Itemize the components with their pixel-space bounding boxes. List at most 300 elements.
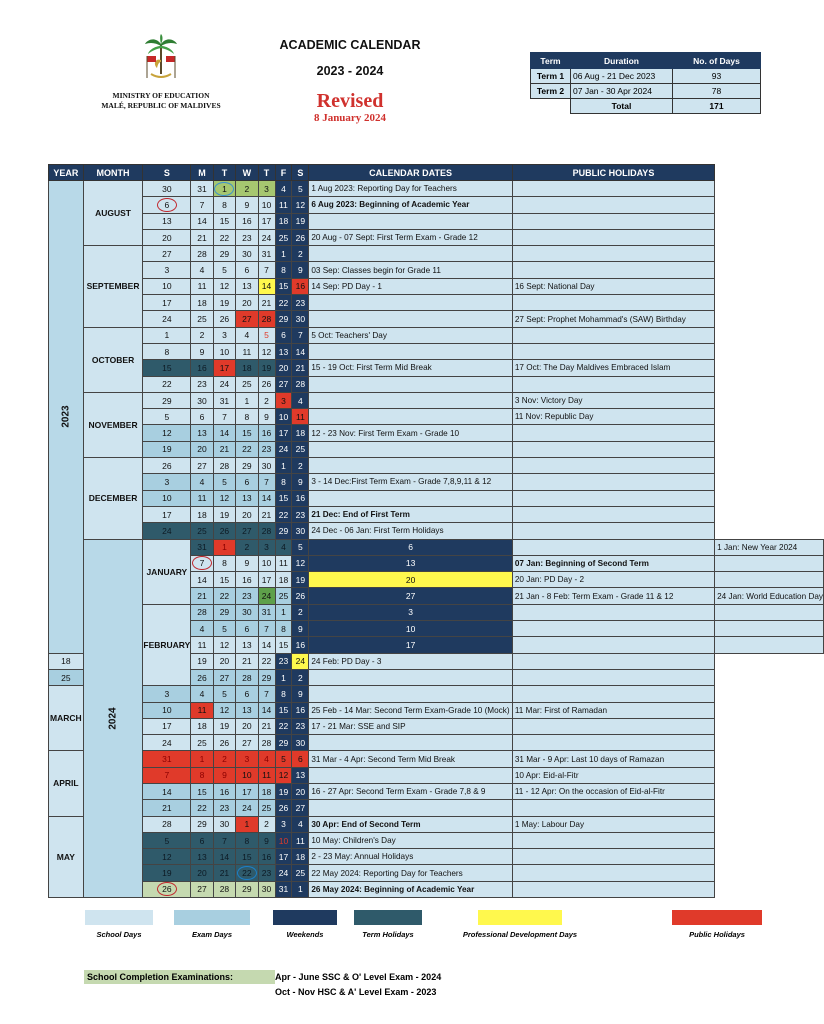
calendar-date-note: 21 Jan - 8 Feb: Term Exam - Grade 11 & 12 xyxy=(512,588,714,604)
legend-school-days xyxy=(84,910,154,940)
day-number: 22 xyxy=(237,866,257,880)
day-cell: 22 xyxy=(236,441,258,457)
legend-label: Public Holidays xyxy=(689,930,745,939)
day-cell: 13 xyxy=(191,425,213,441)
day-cell: 11 xyxy=(236,343,258,359)
terms-table xyxy=(530,52,761,114)
day-cell: 5 xyxy=(292,539,309,555)
day-cell: 21 xyxy=(213,441,235,457)
public-holiday-note xyxy=(512,735,714,751)
day-cell: 22 xyxy=(143,376,191,392)
day-cell: 29 xyxy=(236,881,258,897)
public-holiday-note xyxy=(512,881,714,897)
calendar-week-row xyxy=(49,865,824,881)
legend-swatch xyxy=(174,910,250,925)
day-cell: 19 xyxy=(143,865,191,881)
public-holiday-note xyxy=(512,425,714,441)
calendar-week-row xyxy=(49,262,824,278)
header-thu: T xyxy=(258,165,275,181)
day-cell: 4 xyxy=(236,327,258,343)
calendar-week-row xyxy=(49,751,824,767)
day-cell: 9 xyxy=(258,832,275,848)
day-cell: 1 xyxy=(292,881,309,897)
day-cell: 4 xyxy=(258,751,275,767)
day-cell: 14 xyxy=(213,849,235,865)
calendar-date-note xyxy=(309,246,513,262)
day-cell: 26 xyxy=(258,376,275,392)
day-cell: 17 xyxy=(275,849,292,865)
calendar-date-note: 3 - 14 Dec:First Term Exam - Grade 7,8,9,11 & 12 xyxy=(309,474,513,490)
day-cell: 2 xyxy=(236,181,258,197)
day-cell: 17 xyxy=(143,295,191,311)
day-cell: 11 xyxy=(292,832,309,848)
public-holiday-note xyxy=(512,327,714,343)
day-cell: 4 xyxy=(191,262,213,278)
calendar-date-note: 1 Aug 2023: Reporting Day for Teachers xyxy=(309,181,513,197)
day-cell: 22 xyxy=(213,588,235,604)
day-cell: 6 xyxy=(191,832,213,848)
day-cell: 16 xyxy=(191,360,213,376)
month-cell: MARCH xyxy=(49,686,84,751)
day-cell: 6 xyxy=(292,751,309,767)
revised-stamp xyxy=(270,90,430,124)
calendar-title: ACADEMIC CALENDAR xyxy=(279,38,421,52)
day-cell: 8 xyxy=(191,767,213,783)
calendar-week-row xyxy=(49,441,824,457)
calendar-date-note: 07 Jan: Beginning of Second Term xyxy=(512,555,714,571)
exam-schedule xyxy=(275,970,441,1000)
day-cell: 9 xyxy=(236,555,258,571)
public-holiday-note xyxy=(512,490,714,506)
day-cell: 20 xyxy=(191,865,213,881)
day-cell: 18 xyxy=(191,506,213,522)
day-cell: 4 xyxy=(275,539,292,555)
day-cell: 2 xyxy=(213,751,235,767)
day-cell: 29 xyxy=(275,311,292,327)
day-cell: 14 xyxy=(191,213,213,229)
calendar-years: 2023 - 2024 xyxy=(316,64,384,78)
day-cell: 28 xyxy=(191,604,213,620)
day-cell: 5 xyxy=(213,262,235,278)
day-cell: 14 xyxy=(258,637,275,653)
day-cell: 6 xyxy=(191,409,213,425)
day-cell: 14 xyxy=(213,425,235,441)
day-cell: 28 xyxy=(258,735,275,751)
calendar-week-row xyxy=(49,181,824,197)
day-cell: 13 xyxy=(236,637,258,653)
day-cell: 18 xyxy=(49,653,84,669)
ministry-location: MALÉ, REPUBLIC OF MALDIVES xyxy=(101,101,221,110)
day-cell: 25 xyxy=(191,311,213,327)
header-mon: M xyxy=(191,165,213,181)
day-cell: 17 xyxy=(143,506,191,522)
header-year: YEAR xyxy=(49,165,84,181)
calendar-week-row xyxy=(49,213,824,229)
calendar-date-note xyxy=(309,441,513,457)
day-cell: 24 xyxy=(258,588,275,604)
day-cell: 22 xyxy=(213,229,235,245)
day-cell: 16 xyxy=(292,702,309,718)
day-cell: 24 xyxy=(275,865,292,881)
day-cell: 10 xyxy=(213,343,235,359)
day-cell: 10 xyxy=(258,197,275,213)
day-cell: 21 xyxy=(213,865,235,881)
day-cell: 11 xyxy=(275,197,292,213)
day-cell: 1 xyxy=(236,816,258,832)
day-number: 26 xyxy=(157,882,177,896)
year-label: 2023 xyxy=(60,405,72,428)
public-holiday-note: 3 Nov: Victory Day xyxy=(512,392,714,408)
day-cell: 31 xyxy=(213,392,235,408)
legend xyxy=(0,910,824,940)
day-cell: 29 xyxy=(143,392,191,408)
day-cell: 27 xyxy=(236,735,258,751)
day-cell: 9 xyxy=(292,621,309,637)
calendar-date-note xyxy=(512,604,714,620)
day-cell: 31 xyxy=(143,751,191,767)
calendar-week-row xyxy=(49,767,824,783)
day-cell: 8 xyxy=(236,832,258,848)
day-cell: 24 xyxy=(275,441,292,457)
term-duration: 06 Aug - 21 Dec 2023 xyxy=(571,69,673,84)
calendar-date-note xyxy=(309,295,513,311)
public-holiday-note xyxy=(715,637,824,653)
public-holiday-note: 10 Apr: Eid-al-Fitr xyxy=(512,767,714,783)
day-cell: 19 xyxy=(213,718,235,734)
day-cell: 4 xyxy=(292,392,309,408)
day-cell: 13 xyxy=(275,343,292,359)
calendar-week-row xyxy=(49,881,824,897)
calendar-date-note: 03 Sep: Classes begin for Grade 11 xyxy=(309,262,513,278)
day-cell: 22 xyxy=(275,718,292,734)
term-name: Term 1 xyxy=(531,69,571,84)
day-cell: 26 xyxy=(292,588,309,604)
day-cell: 5 xyxy=(143,409,191,425)
day-cell: 3 xyxy=(309,604,513,620)
day-cell: 25 xyxy=(49,669,84,685)
public-holiday-note: 11 Mar: First of Ramadan xyxy=(512,702,714,718)
terms-header-term: Term xyxy=(531,53,571,69)
day-cell: 14 xyxy=(258,278,275,294)
calendar-date-note xyxy=(309,213,513,229)
month-cell: SEPTEMBER xyxy=(83,246,143,327)
public-holiday-note xyxy=(512,865,714,881)
day-cell: 17 xyxy=(236,783,258,799)
day-cell: 16 xyxy=(292,278,309,294)
legend-label: Professional Development Days xyxy=(462,930,578,939)
day-cell: 25 xyxy=(292,441,309,457)
emblem-icon xyxy=(141,34,181,84)
day-cell: 13 xyxy=(236,702,258,718)
public-holiday-note: 17 Oct: The Day Maldives Embraced Islam xyxy=(512,360,714,376)
day-cell: 12 xyxy=(258,343,275,359)
day-cell: 5 xyxy=(275,751,292,767)
public-holiday-note: 27 Sept: Prophet Mohammad's (SAW) Birthday xyxy=(512,311,714,327)
month-cell: JANUARY xyxy=(143,539,191,604)
day-cell: 12 xyxy=(213,278,235,294)
day-cell: 6 xyxy=(236,262,258,278)
day-cell: 20 xyxy=(309,572,513,588)
day-cell: 14 xyxy=(191,572,213,588)
calendar-date-note xyxy=(512,539,714,555)
calendar-week-row xyxy=(49,246,824,262)
day-cell: 27 xyxy=(143,246,191,262)
day-cell: 7 xyxy=(191,197,213,213)
day-cell: 1 xyxy=(191,751,213,767)
day-cell: 28 xyxy=(143,816,191,832)
calendar-date-note: 24 Dec - 06 Jan: First Term Holidays xyxy=(309,523,513,539)
year-cell xyxy=(49,181,84,654)
calendar-date-note: 16 - 27 Apr: Second Term Exam - Grade 7,8 & 9 xyxy=(309,783,513,799)
public-holiday-note xyxy=(512,458,714,474)
calendar-date-note xyxy=(512,621,714,637)
calendar-date-note xyxy=(309,311,513,327)
day-cell: 15 xyxy=(275,637,292,653)
day-cell: 6 xyxy=(309,539,513,555)
day-cell: 15 xyxy=(236,849,258,865)
header-sat: S xyxy=(292,165,309,181)
legend-label: Weekends xyxy=(286,930,324,939)
calendar-date-note: 2 - 23 May: Annual Holidays xyxy=(309,849,513,865)
day-cell: 8 xyxy=(236,409,258,425)
day-cell: 11 xyxy=(191,702,213,718)
day-cell: 25 xyxy=(236,376,258,392)
day-cell: 25 xyxy=(258,800,275,816)
day-cell: 28 xyxy=(292,376,309,392)
day-cell: 24 xyxy=(143,735,191,751)
calendar-date-note xyxy=(309,376,513,392)
calendar-week-row xyxy=(49,425,824,441)
day-cell: 23 xyxy=(258,865,275,881)
day-cell: 19 xyxy=(191,653,213,669)
public-holiday-note xyxy=(512,849,714,865)
day-cell: 30 xyxy=(191,392,213,408)
calendar-date-note xyxy=(309,686,513,702)
day-cell: 30 xyxy=(236,604,258,620)
calendar-body xyxy=(49,181,824,898)
day-cell: 20 xyxy=(236,295,258,311)
day-cell: 13 xyxy=(236,490,258,506)
day-cell: 19 xyxy=(275,783,292,799)
day-cell: 6 xyxy=(236,474,258,490)
day-cell: 16 xyxy=(258,849,275,865)
day-cell: 7 xyxy=(292,327,309,343)
day-cell: 12 xyxy=(213,490,235,506)
day-cell: 26 xyxy=(213,523,235,539)
day-cell: 18 xyxy=(191,718,213,734)
legend-term-holidays xyxy=(354,910,422,940)
day-cell: 19 xyxy=(143,441,191,457)
day-cell: 12 xyxy=(213,702,235,718)
day-cell: 15 xyxy=(275,490,292,506)
day-cell: 18 xyxy=(191,295,213,311)
day-cell xyxy=(143,881,191,897)
day-cell: 2 xyxy=(258,816,275,832)
calendar-week-row xyxy=(49,506,824,522)
day-cell: 10 xyxy=(275,832,292,848)
calendar-week-row xyxy=(49,718,824,734)
day-cell: 23 xyxy=(213,800,235,816)
day-cell: 31 xyxy=(191,539,213,555)
day-cell: 3 xyxy=(236,751,258,767)
day-cell: 24 xyxy=(292,653,309,669)
day-cell: 9 xyxy=(292,474,309,490)
calendar-date-note: 6 Aug 2023: Beginning of Academic Year xyxy=(309,197,513,213)
day-cell: 11 xyxy=(191,490,213,506)
public-holiday-note xyxy=(715,572,824,588)
calendar-date-note: 25 Feb - 14 Mar: Second Term Exam-Grade 10 (Mock) xyxy=(309,702,513,718)
day-cell: 31 xyxy=(275,881,292,897)
public-holiday-note xyxy=(512,441,714,457)
day-cell: 15 xyxy=(191,783,213,799)
day-cell: 20 xyxy=(191,441,213,457)
day-cell: 7 xyxy=(213,832,235,848)
day-cell: 2 xyxy=(236,539,258,555)
calendar-header-row xyxy=(49,165,824,181)
term-name: Term 2 xyxy=(531,84,571,99)
day-cell: 27 xyxy=(275,376,292,392)
day-cell: 11 xyxy=(191,637,213,653)
day-cell: 21 xyxy=(258,718,275,734)
day-cell: 16 xyxy=(236,213,258,229)
day-cell: 9 xyxy=(292,262,309,278)
calendar-date-note xyxy=(512,637,714,653)
month-cell: NOVEMBER xyxy=(83,392,143,457)
month-cell: MAY xyxy=(49,816,84,897)
public-holiday-note xyxy=(512,181,714,197)
blank-cell xyxy=(531,99,571,114)
day-number: 6 xyxy=(157,198,177,212)
public-holiday-note xyxy=(512,262,714,278)
public-holiday-note xyxy=(512,213,714,229)
day-cell: 21 xyxy=(258,506,275,522)
public-holiday-note xyxy=(512,229,714,245)
day-cell: 10 xyxy=(258,555,275,571)
day-cell: 3 xyxy=(143,474,191,490)
day-cell: 10 xyxy=(143,702,191,718)
calendar-date-note: 20 Jan: PD Day - 2 xyxy=(512,572,714,588)
calendar-date-note xyxy=(309,343,513,359)
day-cell: 23 xyxy=(191,376,213,392)
day-cell: 8 xyxy=(143,343,191,359)
day-cell: 20 xyxy=(236,718,258,734)
legend-swatch xyxy=(85,910,153,925)
day-cell: 18 xyxy=(275,213,292,229)
calendar-week-row xyxy=(49,832,824,848)
day-cell: 3 xyxy=(213,327,235,343)
day-cell: 29 xyxy=(213,246,235,262)
calendar-date-note: 10 May: Children's Day xyxy=(309,832,513,848)
day-cell: 17 xyxy=(143,718,191,734)
header-calendar-dates: CALENDAR DATES xyxy=(309,165,513,181)
day-cell: 16 xyxy=(292,490,309,506)
total-label: Total xyxy=(571,99,673,114)
day-cell: 14 xyxy=(258,702,275,718)
term-duration: 07 Jan - 30 Apr 2024 xyxy=(571,84,673,99)
legend-label: School Days xyxy=(96,930,142,939)
day-cell: 15 xyxy=(236,425,258,441)
header-sun: S xyxy=(143,165,191,181)
public-holiday-note xyxy=(512,343,714,359)
day-cell: 8 xyxy=(213,555,235,571)
day-cell: 19 xyxy=(292,572,309,588)
calendar-week-row xyxy=(49,702,824,718)
day-cell: 30 xyxy=(258,458,275,474)
day-cell: 26 xyxy=(275,800,292,816)
day-cell: 8 xyxy=(275,621,292,637)
day-cell: 28 xyxy=(236,669,258,685)
public-holiday-note xyxy=(512,686,714,702)
calendar-date-note: 20 Aug - 07 Sept: First Term Exam - Grade 12 xyxy=(309,229,513,245)
day-cell: 31 xyxy=(258,604,275,620)
day-cell: 22 xyxy=(258,653,275,669)
day-cell: 14 xyxy=(258,490,275,506)
legend-professional-development xyxy=(440,910,600,940)
day-cell: 18 xyxy=(292,425,309,441)
ministry-name: MINISTRY OF EDUCATION xyxy=(112,91,210,100)
public-holiday-note xyxy=(512,800,714,816)
day-cell: 16 xyxy=(258,425,275,441)
day-cell: 3 xyxy=(258,539,275,555)
legend-weekends xyxy=(273,910,337,940)
calendar-date-note xyxy=(309,767,513,783)
day-cell: 14 xyxy=(292,343,309,359)
day-cell: 22 xyxy=(275,506,292,522)
day-cell: 9 xyxy=(191,343,213,359)
calendar-week-row xyxy=(49,800,824,816)
calendar-week-row xyxy=(49,295,824,311)
public-holiday-note xyxy=(512,246,714,262)
day-cell: 23 xyxy=(236,588,258,604)
day-cell: 20 xyxy=(292,783,309,799)
public-holiday-note: 24 Jan: World Education Day xyxy=(715,588,824,604)
day-cell: 28 xyxy=(191,246,213,262)
day-cell: 27 xyxy=(236,523,258,539)
legend-swatch xyxy=(478,910,562,925)
day-cell: 21 xyxy=(292,360,309,376)
day-cell: 17 xyxy=(275,425,292,441)
day-cell: 30 xyxy=(143,181,191,197)
calendar-week-row xyxy=(49,392,824,408)
day-cell: 4 xyxy=(275,181,292,197)
calendar-week-row xyxy=(49,327,824,343)
day-cell: 23 xyxy=(258,441,275,457)
public-holiday-note xyxy=(715,555,824,571)
day-cell: 30 xyxy=(236,246,258,262)
calendar-week-row xyxy=(49,849,824,865)
day-cell: 2 xyxy=(292,246,309,262)
day-cell: 1 xyxy=(275,669,292,685)
day-cell: 11 xyxy=(258,767,275,783)
public-holiday-note xyxy=(715,621,824,637)
calendar-week-row xyxy=(49,360,824,376)
day-cell: 10 xyxy=(309,621,513,637)
legend-swatch xyxy=(354,910,422,925)
day-cell: 5 xyxy=(213,686,235,702)
day-cell: 8 xyxy=(275,262,292,278)
day-cell: 27 xyxy=(191,881,213,897)
day-cell: 25 xyxy=(191,523,213,539)
day-cell: 23 xyxy=(292,506,309,522)
day-cell: 3 xyxy=(143,686,191,702)
day-cell: 29 xyxy=(191,816,213,832)
day-cell: 11 xyxy=(292,409,309,425)
year-label: 2024 xyxy=(107,707,119,730)
header-public-holidays: PUBLIC HOLIDAYS xyxy=(512,165,714,181)
public-holiday-note: 11 Nov: Republic Day xyxy=(512,409,714,425)
day-cell: 4 xyxy=(292,816,309,832)
public-holiday-note xyxy=(512,474,714,490)
